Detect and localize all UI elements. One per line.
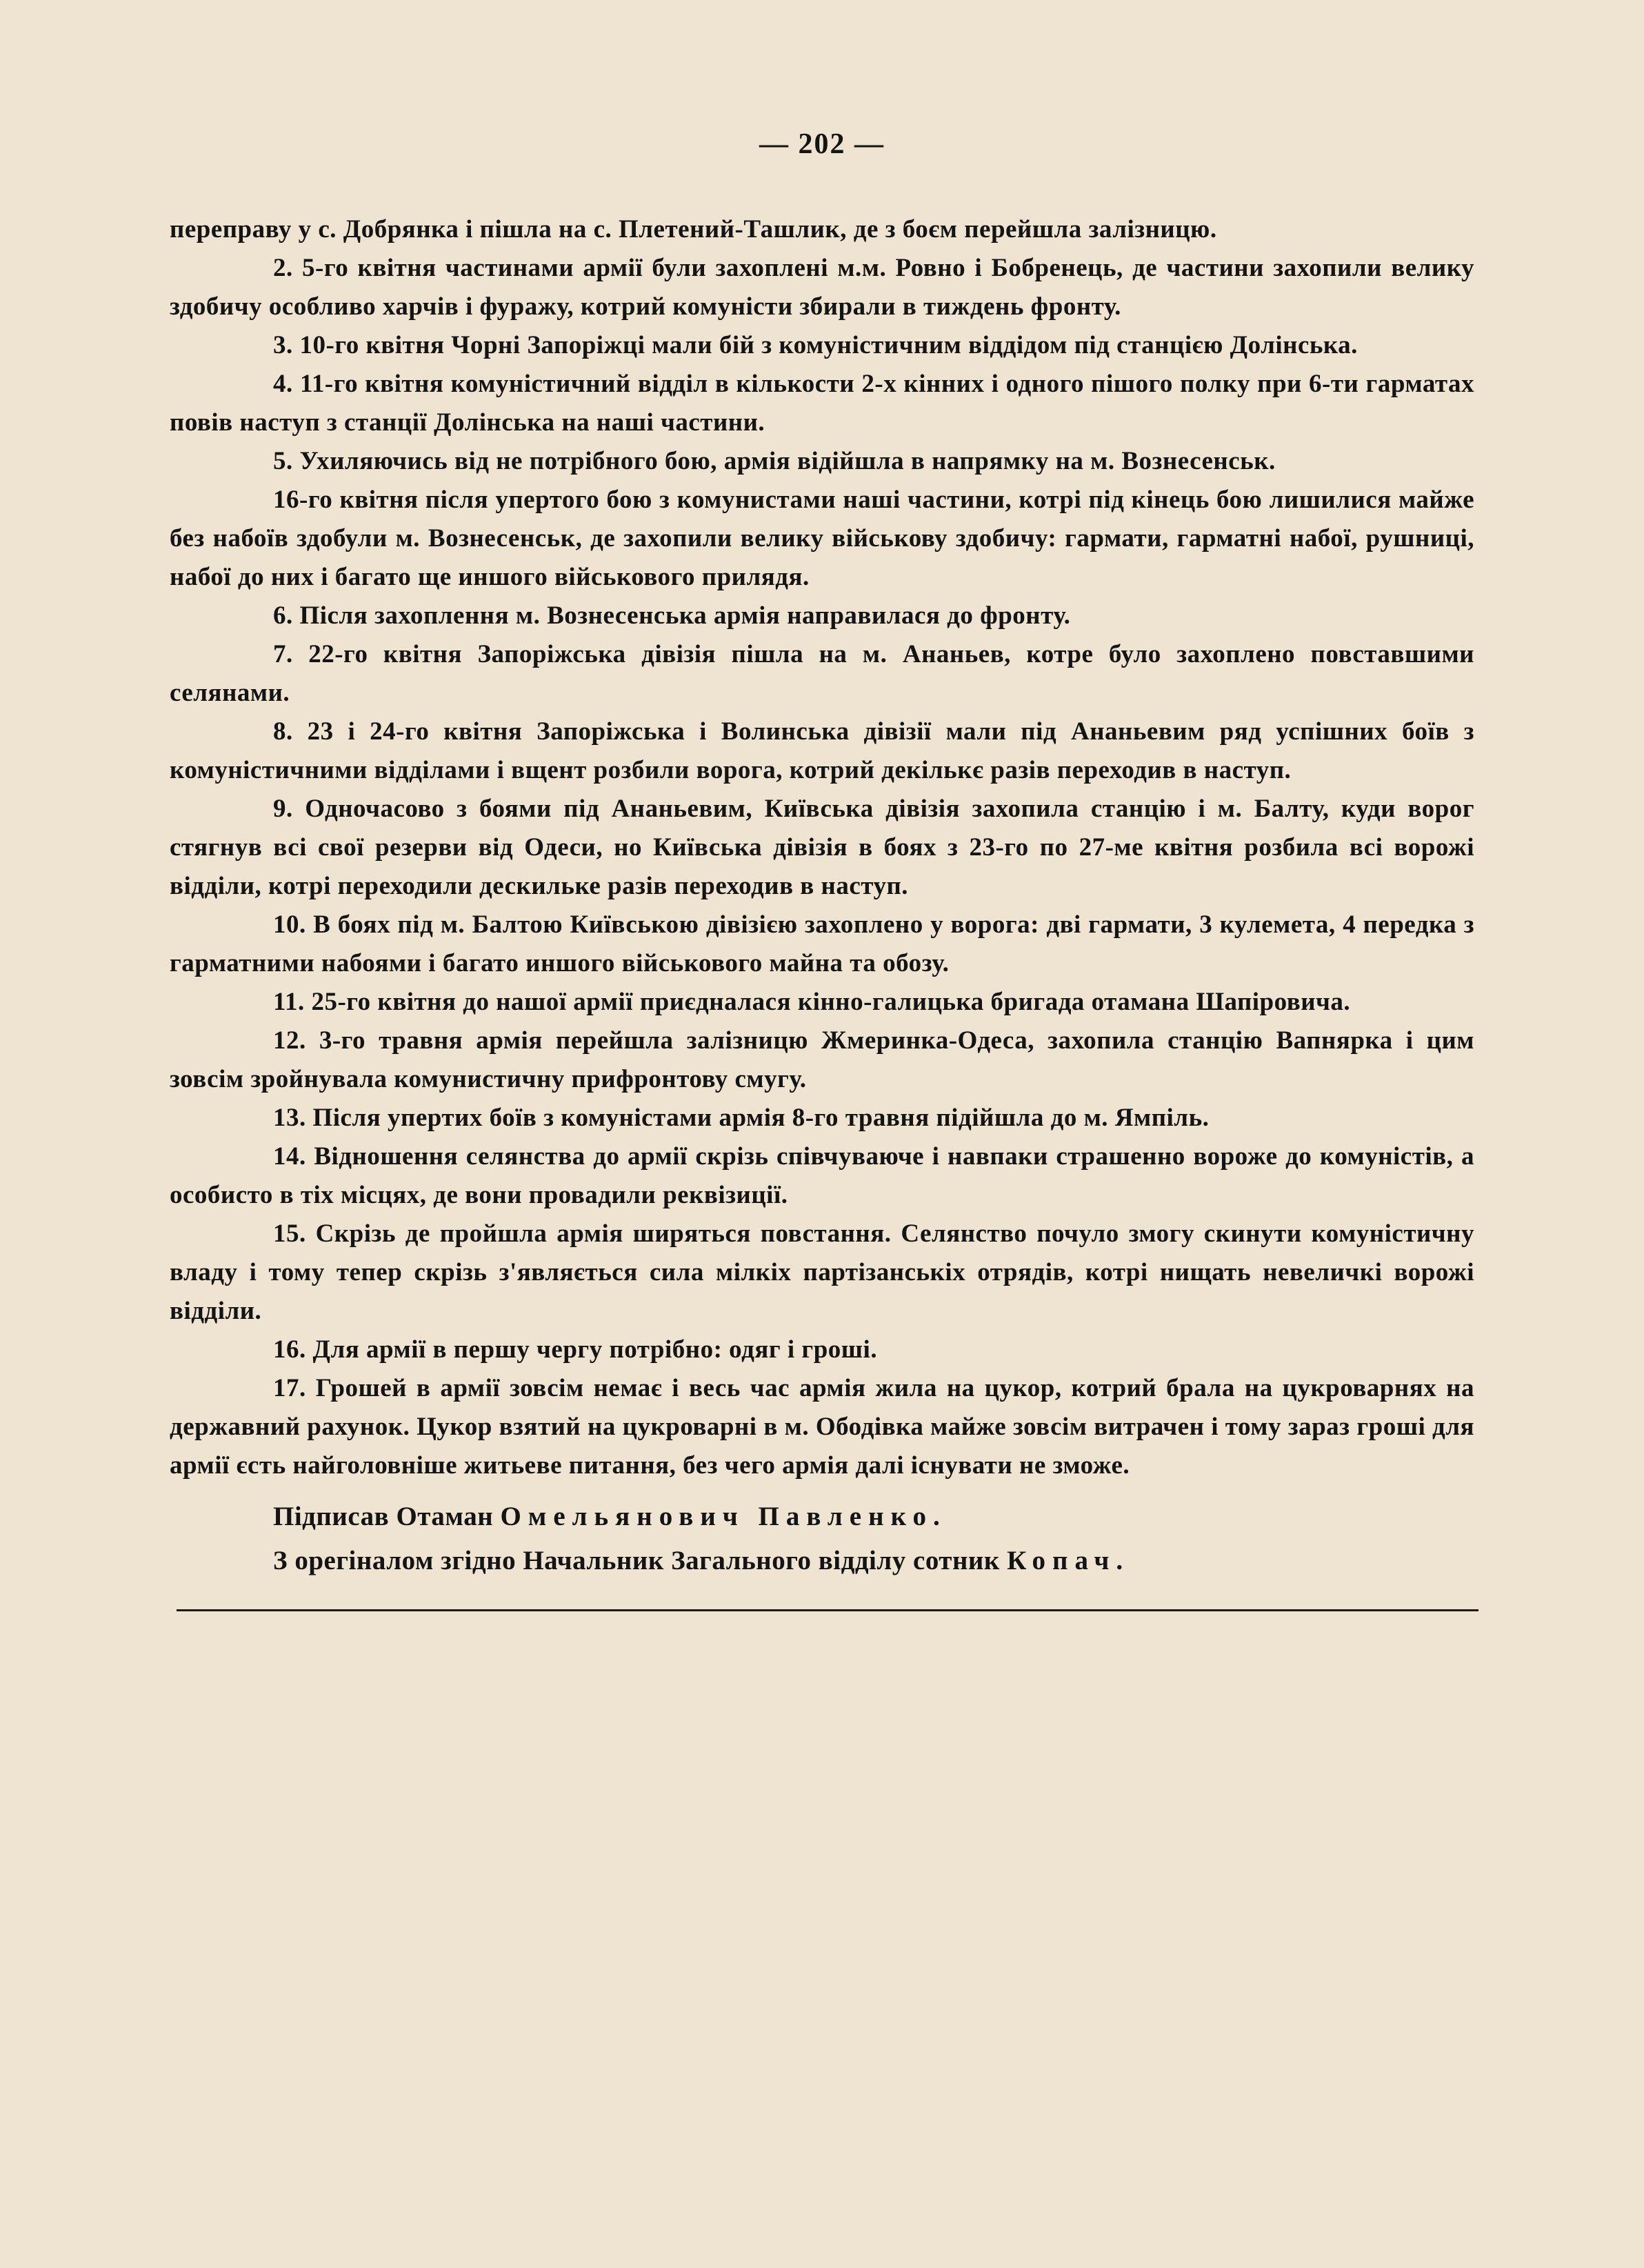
paragraph-item-12: 12. 3-го травня армія перейшла залізницю Жмеринка-Одеса, захопила станцію Вапнярка і цим зовсім зройнувала комунистичну прифронтову смугу. — [170, 1026, 1474, 1093]
paragraph-item-13: 13. Після упертих боїв з комуністами армія 8-го травня підійшла до м. Ямпіль. — [273, 1104, 1210, 1132]
signature-line-1 — [170, 1495, 1474, 1539]
certification-prefix: З орегіналом згідно Начальник Загального відділу сотник — [273, 1546, 1000, 1575]
paragraph-item-9: 9. Одночасово з боями під Ананьевим, Київська дівізія захопила станцію і м. Балту, куди ворог стягнув всі свої резерви від Одеси, но Київська дівізія в боях з 23-го по 27-ме квітня розбила всі ворожі відділи, котрі переходили дескильке разів переходив в наступ. — [170, 795, 1474, 900]
paragraph-item-10: 10. В боях під м. Балтою Київською дівізією захоплено у ворога: дві гармати, 3 кулемета, 4 передка з гарматними набоями і багато иншого військового майна та обозу. — [170, 911, 1474, 977]
paragraph-item-6: 6. Після захоплення м. Вознесенська армія направилася до фронту. — [273, 601, 1071, 630]
signature-line-2 — [170, 1539, 1474, 1583]
paragraph-item-15: 15. Скрізь де пройшла армія ширяться повстання. Селянство почуло змогу скинути комуністичну владу і тому тепер скрізь з'являється сила мілкіх партізанськіх отрядів, котрі нищать невеличкі ворожі відділи. — [170, 1220, 1474, 1325]
closing-rule — [170, 1609, 1474, 1613]
paragraph-item-3: 3. 10-го квітня Чорні Запоріжці мали бій з комуністичним віддідом під станцією Долінська. — [273, 331, 1358, 359]
paragraph-item-16: 16. Для армії в першу чергу потрібно: одяг і гроші. — [273, 1335, 878, 1364]
paragraph-item-14: 14. Відношення селянства до армії скрізь співчуваюче і навпаки страшенно вороже до комуністів, а особисто в тіх місцях, де вони провадили реквізиції. — [170, 1142, 1474, 1209]
paragraph-item-17: 17. Грошей в армії зовсім немає і весь час армія жила на цукор, котрий брала на цукроварнях на державний рахунок. Цукор взятий на цукроварні в м. Ободівка майже зовсім витрачен і тому зараз гроші для армії єсть найголовніше житьеве питання, без чего армія далі існувати не зможе. — [170, 1374, 1474, 1480]
certifier-name: Копач. — [1007, 1546, 1130, 1575]
signatory-name: Омельянович Павленко. — [500, 1502, 947, 1531]
rule-left-segment — [177, 1609, 976, 1611]
paragraph-item-5: 5. Ухиляючись від не потрібного бою, армія відійшла в напрямку на м. Вознесенськ. — [273, 447, 1276, 475]
paragraph-continuation: переправу у с. Добрянка і пішла на с. Плетений-Ташлик, де з боєм перейшла залізницю. — [170, 215, 1217, 243]
document-page — [170, 128, 1474, 1613]
paragraph-item-4: 4. 11-го квітня комуністичний відділ в кількости 2-х кінних і одного пішого полку при 6-ти гарматах повів наступ з станції Долінська на наші частини. — [170, 370, 1474, 437]
paragraph-item-2: 2. 5-го квітня частинами армії були захоплені м.м. Ровно і Бобренець, де частини захопили велику здобичу особливо харчів і фуражу, котрий комуністи збирали в тиждень фронту. — [170, 254, 1474, 321]
paragraph-voznesensk: 16-го квітня після упертого бою з комунистами наші частини, котрі під кінець бою лишилися майже без набоїв здобули м. Вознесенськ, де захопили велику військову здобичу: гармати, гарматні набої, рушниці, набої до них і багато ще иншого військового прилядя. — [170, 486, 1474, 591]
paragraph-item-8: 8. 23 і 24-го квітня Запоріжська і Волинська дівізії мали під Ананьевим ряд успішних боїв з комуністичними відділами і вщент розбили ворога, котрий декількє разів переходив в наступ. — [170, 717, 1474, 784]
page-number: — 202 — — [759, 128, 885, 160]
signature-prefix: Підписав Отаман — [273, 1502, 494, 1531]
paragraph-item-7: 7. 22-го квітня Запоріжська дівізія пішла на м. Ананьев, котре було захоплено повставшими селянами. — [170, 640, 1474, 707]
rule-right-segment — [976, 1609, 1478, 1611]
paragraph-item-11: 11. 25-го квітня до нашої армії приєдналася кінно-галицька бригада отамана Шапіровича. — [273, 988, 1351, 1016]
